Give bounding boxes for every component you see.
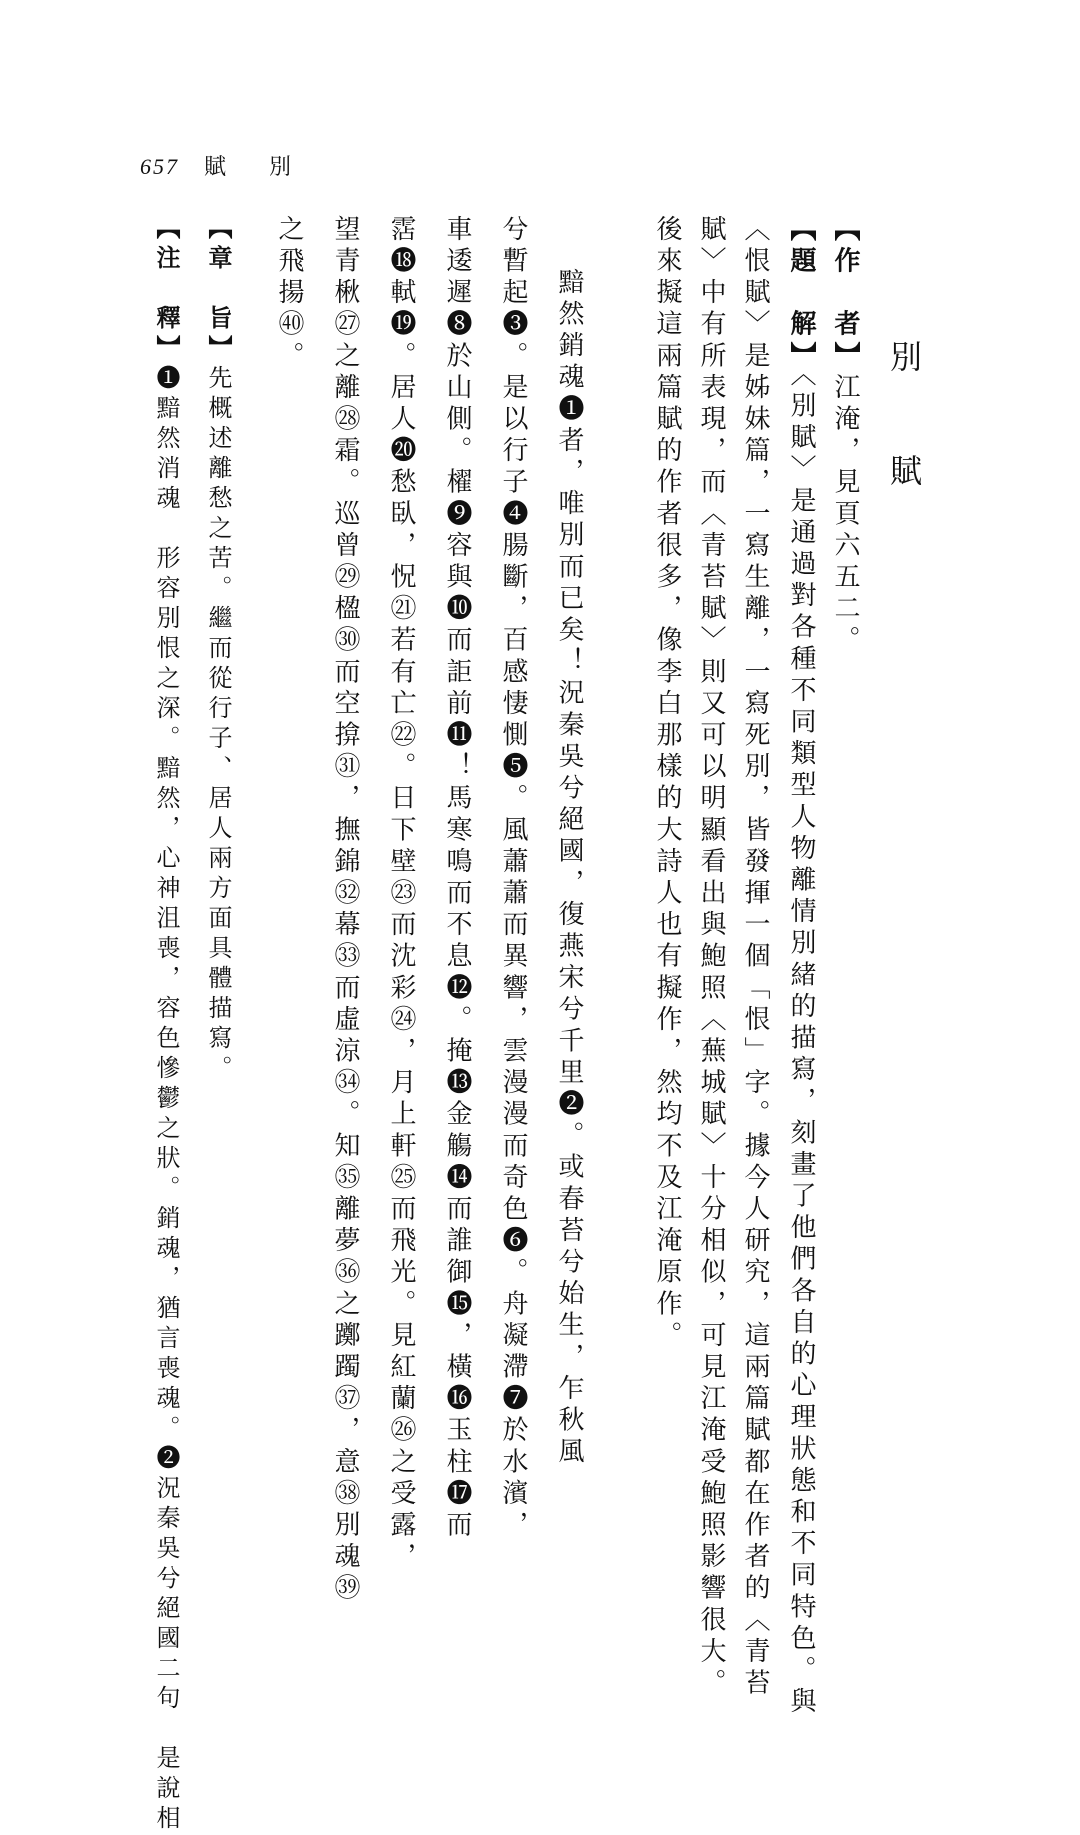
body-line-5: 望青楸㉗之離㉘霜。巡曾㉙楹㉚而空揜㉛，撫錦㉜幕㉝而虛涼㉞。知㉟離夢㊱之躑躅㊲，意㊳別魂㊴ [330,215,360,1606]
zhangzhi-text: 先概述離愁之苦。繼而從行子、居人兩方面具體描寫。 [204,365,232,1085]
author-label: 【作 者】 [830,215,860,373]
zhangzhi-line [204,215,233,1085]
zhushi-line [152,215,181,1835]
theme-line-4: 後來擬這兩篇賦的作者很多，像李白那樣的大詩人也有擬作，然均不及江淹原作。 [652,215,682,1353]
page-number: 657 [140,154,179,179]
body-line-1: 黯然銷魂❶者，唯別而已矣！況秦吳兮絕國，復燕宋兮千里❷。或春苔兮始生，乍秋風 [554,268,584,1469]
author-text: 江淹，見頁六五二。 [830,373,860,658]
running-head-title: 賦 別 [204,155,309,180]
theme-label: 【題 解】 [786,215,816,373]
theme-line-1 [788,215,814,1719]
zhushi-text: ❶黯然消魂 形容別恨之深。黯然，心神沮喪，容色慘鬱之狀。銷魂，猶言喪魂。❷況秦吳兮絕國二句 是說相 [152,365,180,1835]
theme-line-3: 賦〉中有所表現，而〈青苔賦〉則又可以明顯看出與鮑照〈蕪城賦〉十分相似，可見江淹受鮑照影響很大。 [696,215,726,1701]
body-line-3: 車逶遲❽於山側。櫂❾容與❿而詎前⓫！馬寒鳴而不息⓬。掩⓭金觴⓮而誰御⓯，橫⓰玉柱⓱而 [442,215,472,1543]
zhushi-label: 【注 釋】 [152,215,181,365]
zhangzhi-label: 【章 旨】 [204,215,233,365]
author-line [832,215,858,657]
body-line-4: 霑⓲軾⓳。居人⓴愁臥，怳㉑若有亡㉒。日下壁㉓而沈彩㉔，月上軒㉕而飛光。見紅蘭㉖之受露， [386,215,416,1574]
essay-title: 別 賦 [885,340,923,508]
theme-text-1: 〈別賦〉是通過對各種不同類型人物離情別緒的描寫，刻畫了他們各自的心理狀態和不同特色。與 [786,373,816,1719]
running-head [140,150,309,181]
theme-line-2: 〈恨賦〉是姊妹篇，一寫生離，一寫死別，皆發揮一個「恨」字。據今人研究，這兩篇賦都在作者的〈青苔 [740,215,770,1701]
body-line-6: 之飛揚㊵。 [274,215,304,373]
body-line-2: 兮暫起❸。是以行子❹腸斷，百感悽惻❺。風蕭蕭而異響，雲漫漫而奇色❻。舟凝滯❼於水濱， [498,215,528,1543]
